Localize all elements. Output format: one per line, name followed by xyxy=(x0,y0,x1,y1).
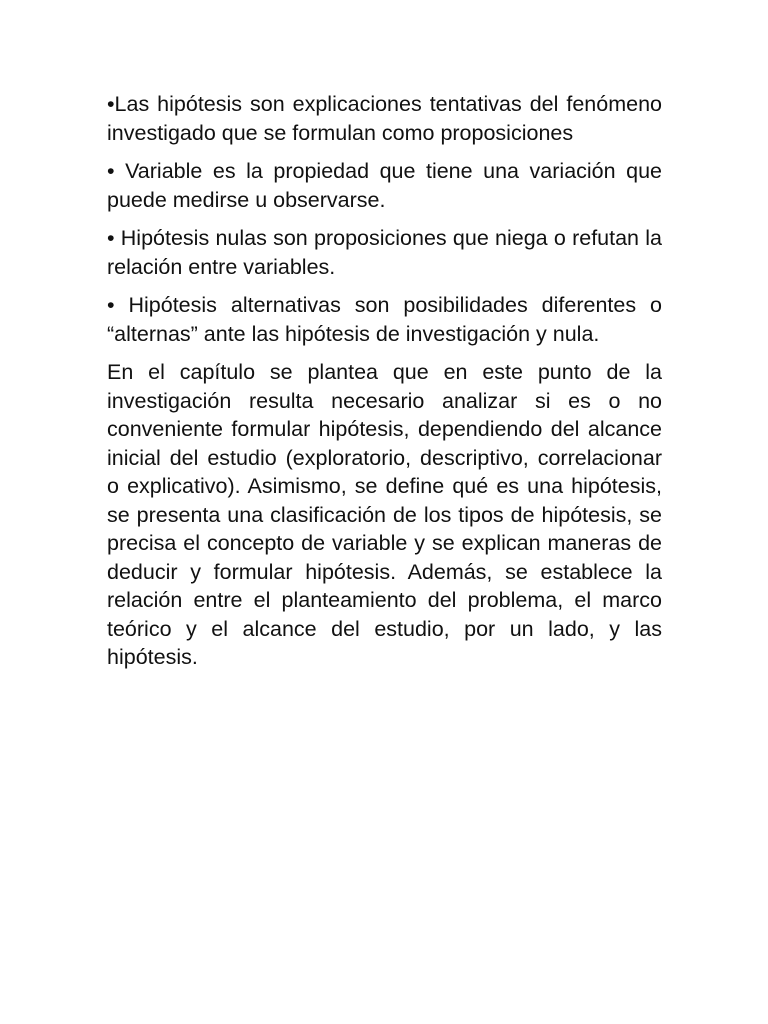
bullet-variable-definition: • Variable es la propiedad que tiene una variación que puede medirse u observarse. xyxy=(107,159,662,212)
bullet-null-hypothesis: • Hipótesis nulas son proposiciones que niega o refutan la relación entre variables. xyxy=(107,226,662,279)
bullet-hipotesis-definition: •Las hipótesis son explicaciones tentativas del fenómeno investigado que se formulan como proposiciones xyxy=(107,92,662,145)
bullet-alternative-hypothesis: • Hipótesis alternativas son posibilidades diferentes o “alternas” ante las hipótesis de investigación y nula. xyxy=(107,293,662,346)
document-body xyxy=(107,90,662,682)
chapter-summary-paragraph: En el capítulo se plantea que en este punto de la investigación resulta necesario analizar si es o no conveniente formular hipótesis, dependiendo del alcance inicial del estudio (exploratorio, descriptivo, correlacionar o explicativo). Asimismo, se define qué es una hipótesis, se presenta una clasificación de los tipos de hipótesis, se precisa el concepto de variable y se explican maneras de deducir y formular hipótesis. Además, se establece la relación entre el planteamiento del problema, el marco teórico y el alcance del estudio, por un lado, y las hipótesis. xyxy=(107,360,662,669)
